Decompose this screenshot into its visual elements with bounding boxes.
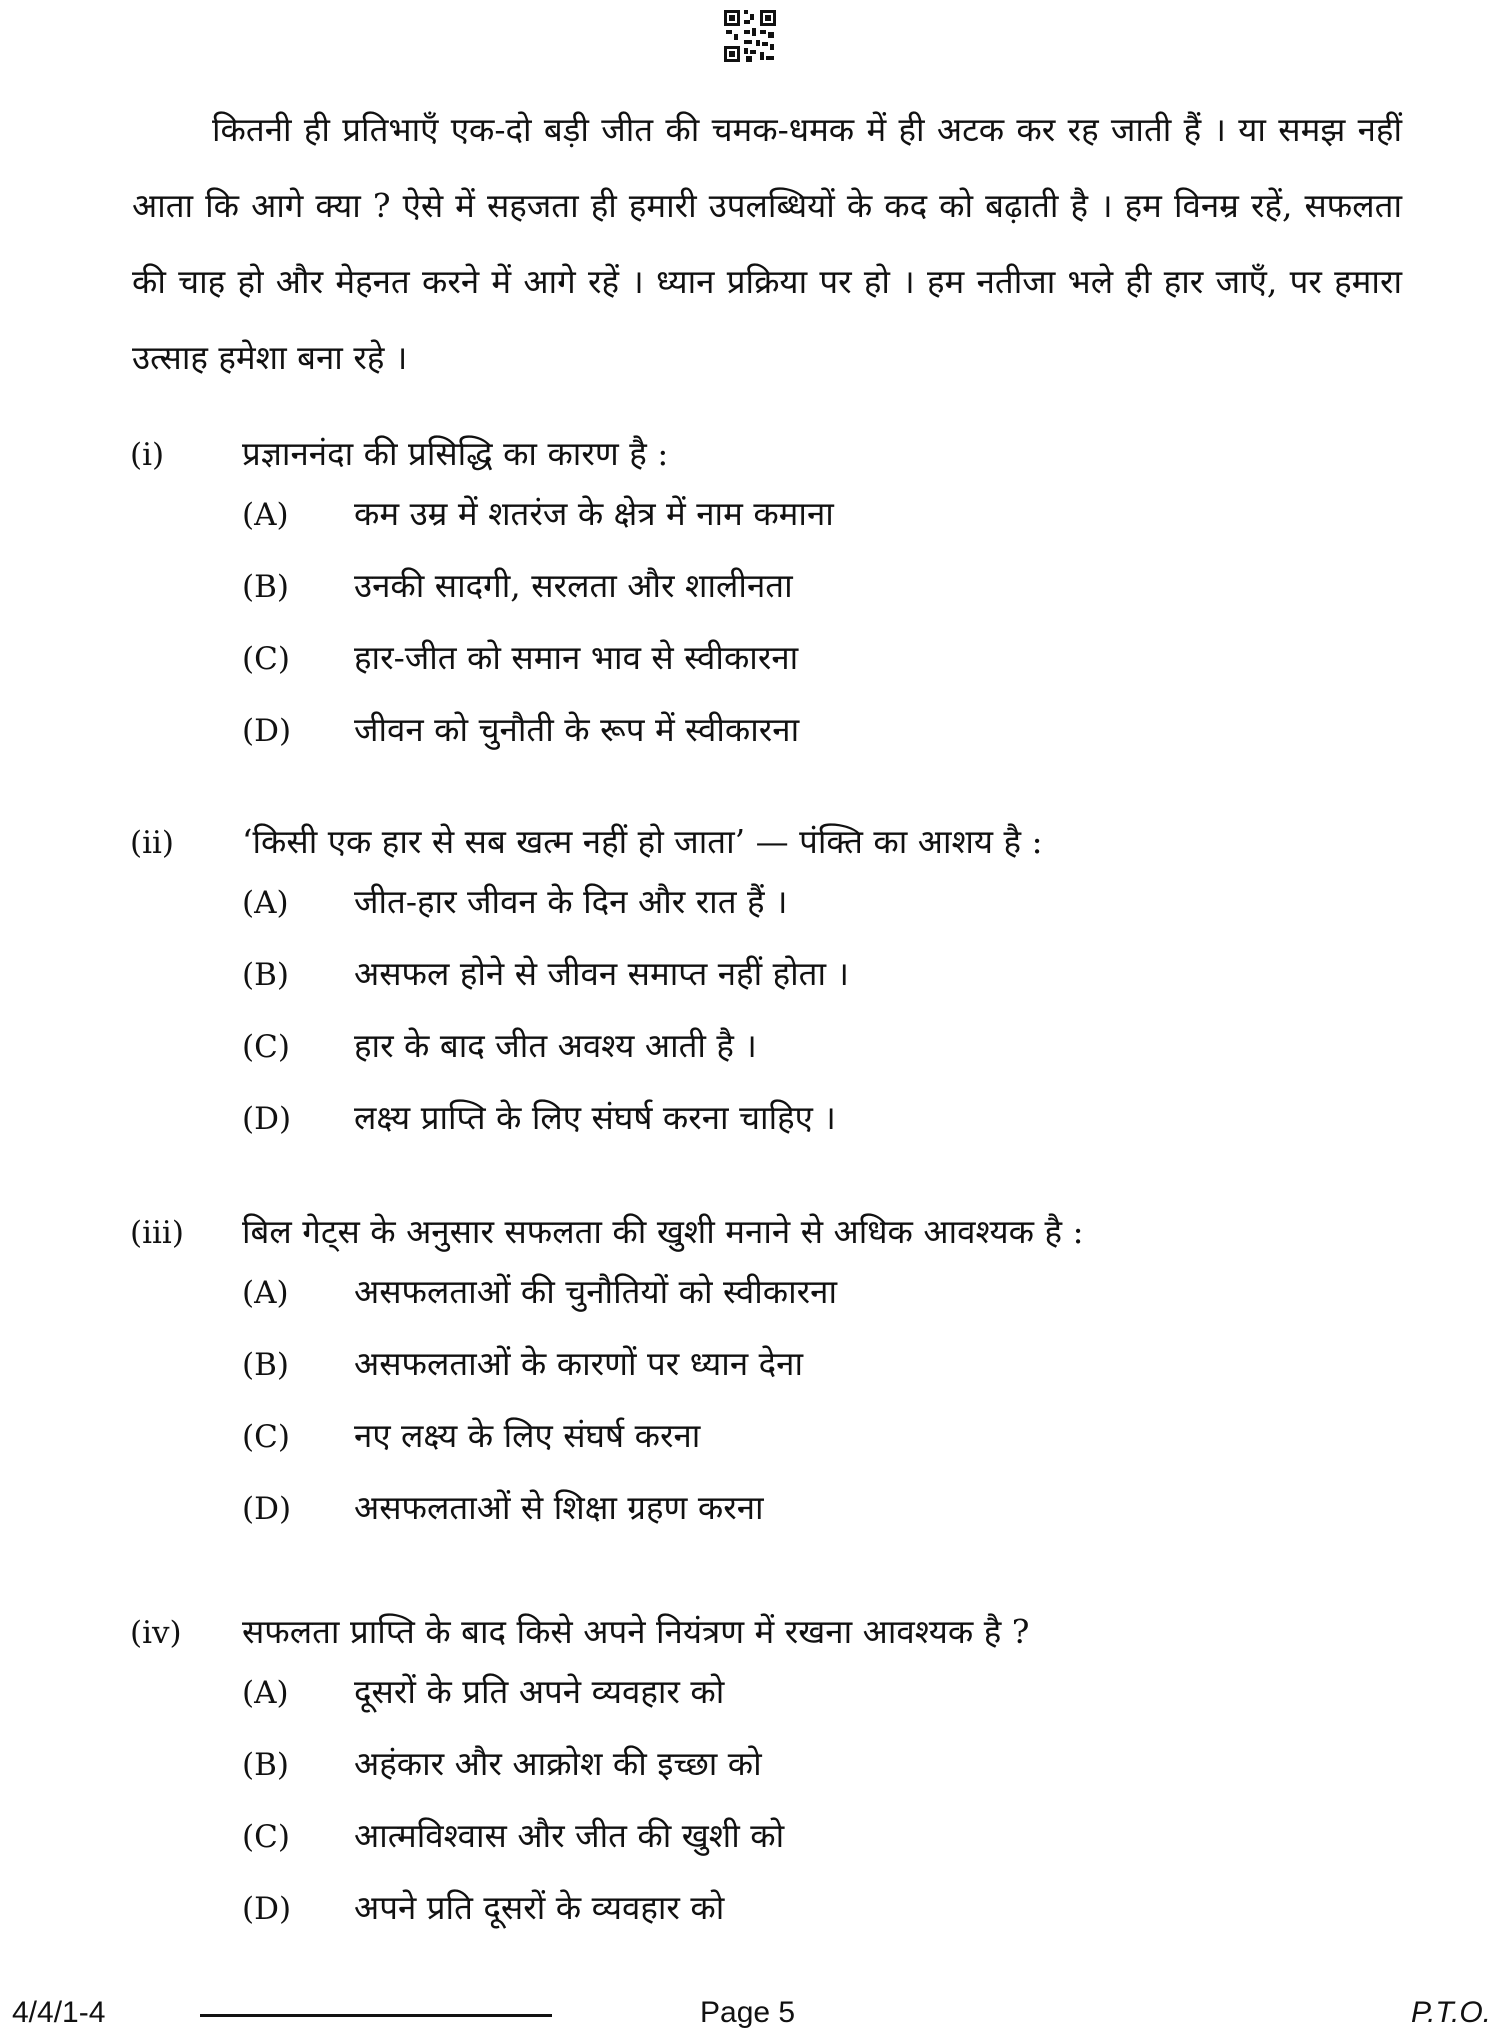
option-a xyxy=(130,1268,1410,1340)
option-letter: (A) xyxy=(242,885,289,921)
option-text: अहंकार और आक्रोश की इच्छा को xyxy=(354,1744,762,1783)
option-letter: (B) xyxy=(242,1347,289,1383)
option-letter: (A) xyxy=(242,1675,289,1711)
question-1-stem xyxy=(130,430,1410,490)
question-3-stem xyxy=(130,1208,1410,1268)
option-c xyxy=(130,1022,1410,1094)
option-text: हार-जीत को समान भाव से स्वीकारना xyxy=(354,638,799,677)
option-letter: (A) xyxy=(242,497,289,533)
option-letter: (D) xyxy=(242,1491,292,1527)
option-text: कम उम्र में शतरंज के क्षेत्र में नाम कमाना xyxy=(354,494,834,533)
question-4-stem xyxy=(130,1608,1410,1668)
question-2 xyxy=(130,818,1410,1166)
option-letter: (D) xyxy=(242,713,292,749)
paper-code: 4/4/1-4 xyxy=(12,1996,106,2029)
option-letter: (C) xyxy=(242,1819,290,1855)
option-c xyxy=(130,1412,1410,1484)
option-b xyxy=(130,1340,1410,1412)
option-text: असफलताओं की चुनौतियों को स्वीकारना xyxy=(354,1272,838,1311)
passage-paragraph: कितनी ही प्रतिभाएँ एक-दो बड़ी जीत की चमक-धमक में ही अटक कर रह जाती हैं । या समझ नहीं आता कि आगे क्या ? ऐसे में सहजता ही हमारी उपलब्धियों के कद को बढ़ाती है । हम विनम्र रहें, सफलता की चाह हो और मेहनत करने में आगे रहें । ध्यान प्रक्रिया पर हो । हम नतीजा भले ही हार जाएँ, पर हमारा उत्साह हमेशा बना रहे । xyxy=(132,110,1402,377)
question-1 xyxy=(130,430,1410,778)
question-3 xyxy=(130,1208,1410,1556)
option-b xyxy=(130,950,1410,1022)
option-d xyxy=(130,1094,1410,1166)
question-number: (iv) xyxy=(130,1615,182,1651)
option-letter: (C) xyxy=(242,1029,290,1065)
option-letter: (A) xyxy=(242,1275,289,1311)
option-text: जीवन को चुनौती के रूप में स्वीकारना xyxy=(354,710,800,749)
question-number: (ii) xyxy=(130,825,175,861)
option-text: अपने प्रति दूसरों के व्यवहार को xyxy=(354,1888,725,1927)
option-text: हार के बाद जीत अवश्य आती है । xyxy=(354,1026,757,1065)
option-text: दूसरों के प्रति अपने व्यवहार को xyxy=(354,1672,725,1711)
question-number: (iii) xyxy=(130,1215,184,1251)
option-a xyxy=(130,490,1410,562)
page-number: Page 5 xyxy=(700,1996,796,2029)
qr-code-icon xyxy=(722,8,778,64)
option-letter: (B) xyxy=(242,1747,289,1783)
option-letter: (C) xyxy=(242,1419,290,1455)
question-text: सफलता प्राप्ति के बाद किसे अपने नियंत्रण में रखना आवश्यक है ? xyxy=(242,1612,1030,1651)
option-text: नए लक्ष्य के लिए संघर्ष करना xyxy=(354,1416,701,1455)
question-2-stem xyxy=(130,818,1410,878)
footer-rule xyxy=(200,2014,552,2017)
option-text: जीत-हार जीवन के दिन और रात हैं । xyxy=(354,882,788,921)
option-text: असफलताओं के कारणों पर ध्यान देना xyxy=(354,1344,804,1383)
option-text: असफलताओं से शिक्षा ग्रहण करना xyxy=(354,1488,764,1527)
option-letter: (B) xyxy=(242,569,289,605)
option-letter: (B) xyxy=(242,957,289,993)
option-letter: (D) xyxy=(242,1101,292,1137)
option-a xyxy=(130,1668,1410,1740)
option-d xyxy=(130,1884,1410,1956)
question-number: (i) xyxy=(130,437,165,473)
option-text: असफल होने से जीवन समाप्त नहीं होता । xyxy=(354,954,850,993)
option-text: उनकी सादगी, सरलता और शालीनता xyxy=(354,566,793,605)
option-letter: (C) xyxy=(242,641,290,677)
option-d xyxy=(130,706,1410,778)
option-c xyxy=(130,1812,1410,1884)
option-text: लक्ष्य प्राप्ति के लिए संघर्ष करना चाहिए । xyxy=(354,1098,836,1137)
question-text: बिल गेट्स के अनुसार सफलता की खुशी मनाने से अधिक आवश्यक है : xyxy=(242,1212,1084,1251)
option-letter: (D) xyxy=(242,1891,292,1927)
option-a xyxy=(130,878,1410,950)
question-4 xyxy=(130,1608,1410,1956)
option-b xyxy=(130,1740,1410,1812)
option-b xyxy=(130,562,1410,634)
option-c xyxy=(130,634,1410,706)
option-d xyxy=(130,1484,1410,1556)
question-text: ‘किसी एक हार से सब खत्म नहीं हो जाता’ — पंक्ति का आशय है : xyxy=(242,822,1043,861)
please-turn-over: P.T.O. xyxy=(1410,1996,1491,2029)
page-footer xyxy=(0,1996,1505,2032)
question-text: प्रज्ञाननंदा की प्रसिद्धि का कारण है : xyxy=(242,434,669,473)
option-text: आत्मविश्वास और जीत की खुशी को xyxy=(354,1816,785,1855)
